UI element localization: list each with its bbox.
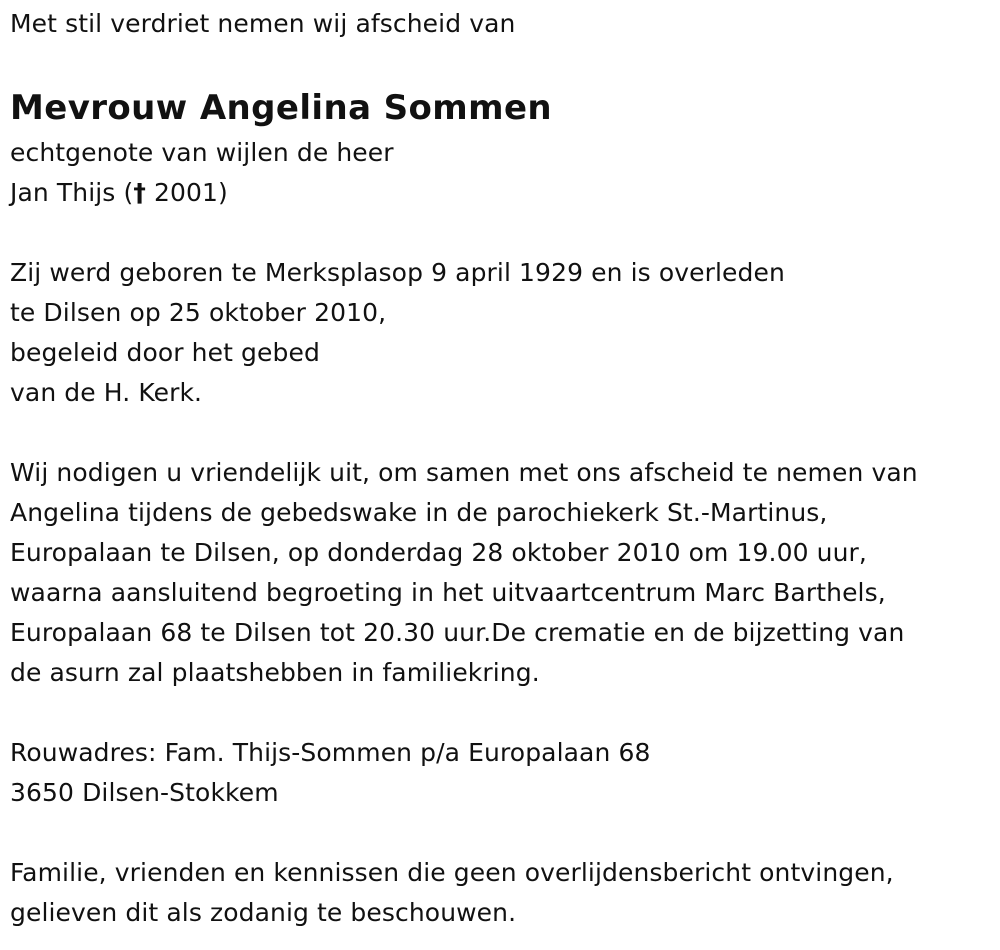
closing-paragraph — [10, 853, 990, 933]
birth-death-paragraph — [10, 253, 990, 413]
mourning-address — [10, 733, 990, 813]
paragraph-line: waarna aansluitend begroeting in het uitvaartcentrum Marc Barthels, — [10, 578, 886, 607]
cross-icon: † — [133, 178, 146, 207]
paragraph-line: te Dilsen op 25 oktober 2010, — [10, 298, 387, 327]
spouse-name-line — [10, 173, 990, 213]
invitation-paragraph — [10, 453, 990, 693]
address-line: Rouwadres: Fam. Thijs-Sommen p/a Europalaan 68 — [10, 738, 651, 767]
spouse-line: echtgenote van wijlen de heer — [10, 138, 394, 167]
paragraph-line: gelieven dit als zodanig te beschouwen. — [10, 898, 517, 927]
address-line: 3650 Dilsen-Stokkem — [10, 778, 279, 807]
paragraph-line: Europalaan te Dilsen, op donderdag 28 oktober 2010 om 19.00 uur, — [10, 538, 867, 567]
death-notice — [10, 0, 990, 933]
paragraph-line: Wij nodigen u vriendelijk uit, om samen met ons afscheid te nemen van — [10, 458, 918, 487]
deceased-name: Mevrouw Angelina Sommen — [10, 88, 553, 128]
spouse-name: Jan Thijs ( — [10, 178, 134, 207]
spouse-info — [10, 133, 990, 213]
spacer — [10, 813, 990, 853]
paragraph-line: Europalaan 68 te Dilsen tot 20.30 uur.De crematie en de bijzetting van — [10, 618, 905, 647]
paragraph-line: Angelina tijdens de gebedswake in de parochiekerk St.-Martinus, — [10, 498, 828, 527]
paragraph-line: Zij werd geboren te Merksplasop 9 april 1929 en is overleden — [10, 258, 785, 287]
spacer — [10, 213, 990, 253]
spouse-death-year: 2001) — [145, 178, 228, 207]
paragraph-line: de asurn zal plaatshebben in familiekring. — [10, 658, 540, 687]
intro-text: Met stil verdriet nemen wij afscheid van — [10, 9, 516, 38]
spacer — [10, 413, 990, 453]
spacer — [10, 693, 990, 733]
paragraph-line: Familie, vrienden en kennissen die geen overlijdensbericht ontvingen, — [10, 858, 894, 887]
paragraph-line: van de H. Kerk. — [10, 378, 203, 407]
paragraph-line: begeleid door het gebed — [10, 338, 320, 367]
